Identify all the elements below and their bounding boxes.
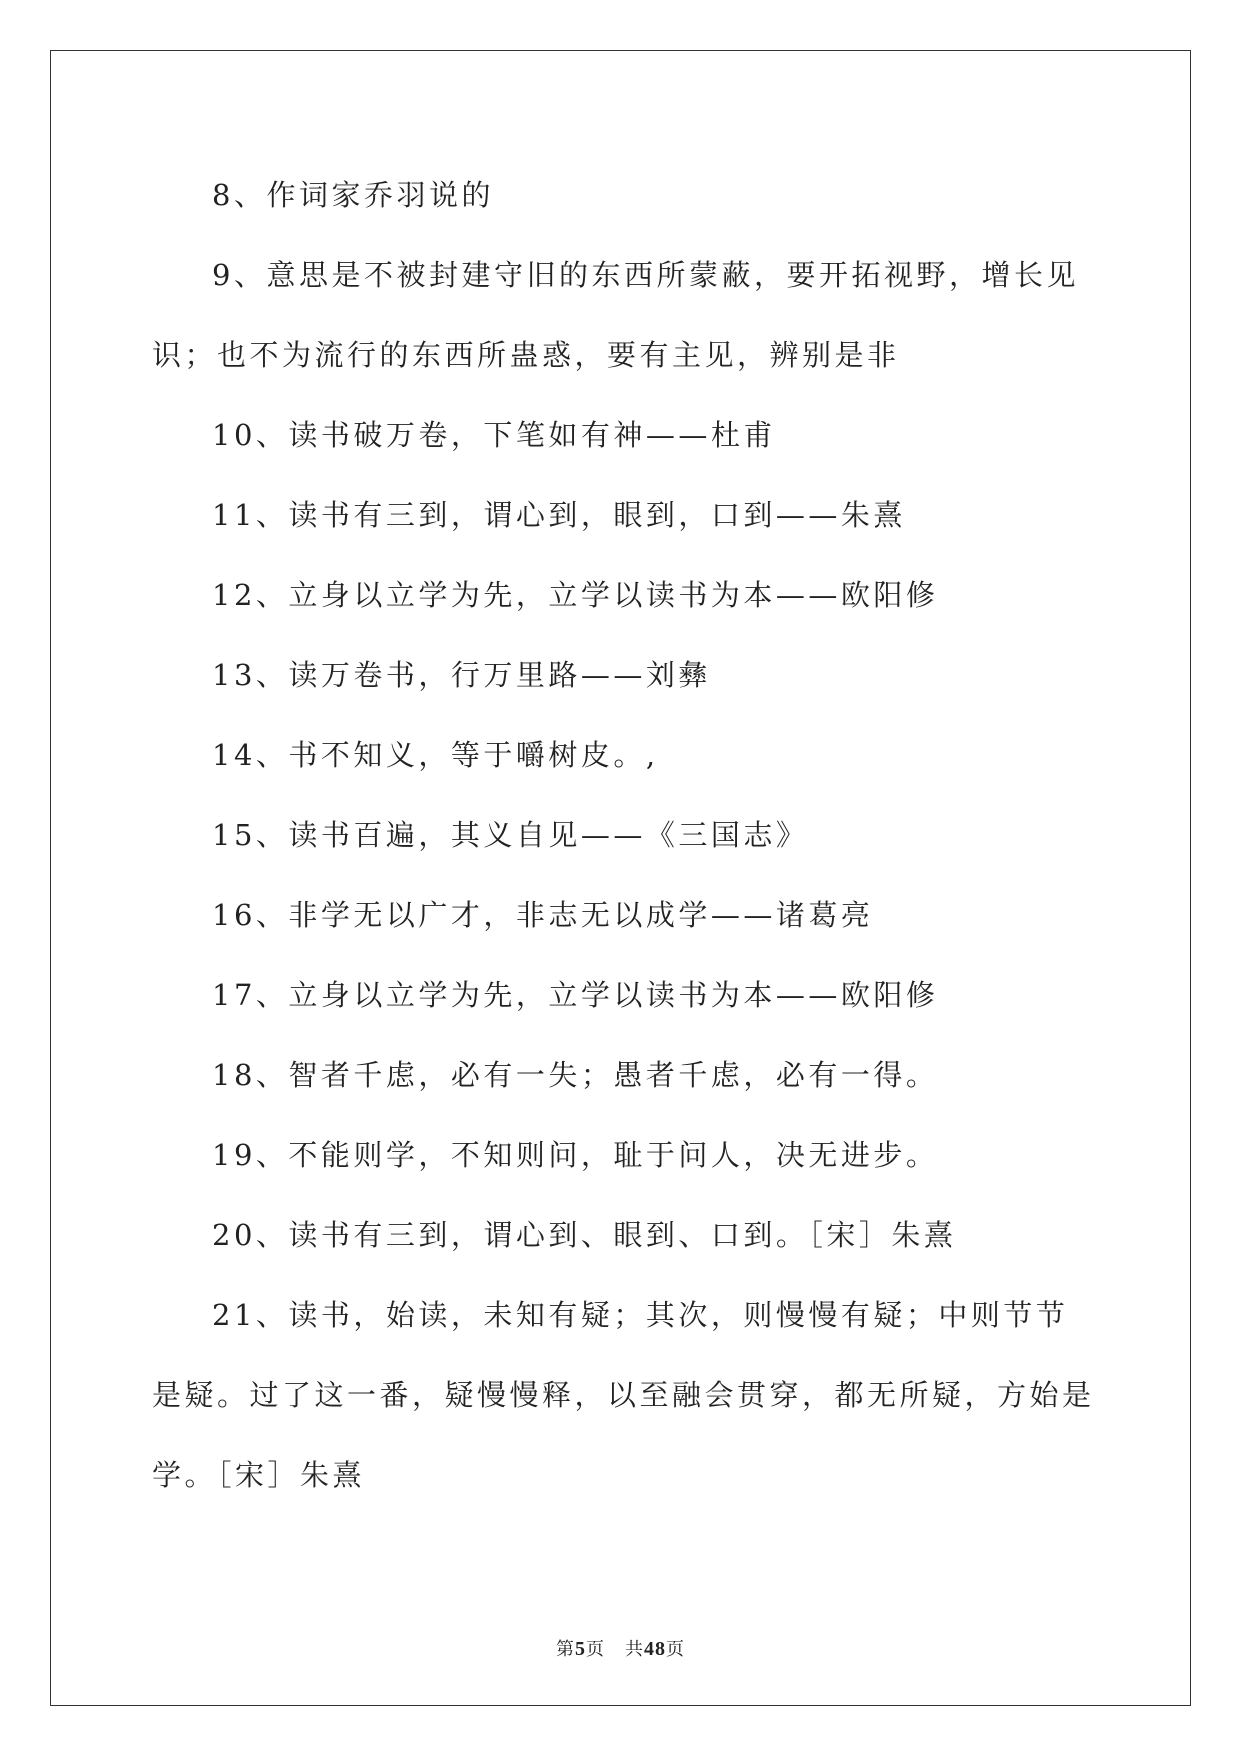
paragraph-17: 17、立身以立学为先，立学以读书为本——欧阳修 bbox=[212, 978, 939, 1012]
footer-page-number: 5 bbox=[575, 1638, 586, 1660]
paragraph-8: 8、作词家乔羽说的 bbox=[212, 178, 494, 212]
document-body bbox=[152, 155, 1097, 1515]
paragraph-12: 12、立身以立学为先，立学以读书为本——欧阳修 bbox=[212, 578, 939, 612]
paragraph-16: 16、非学无以广才，非志无以成学——诸葛亮 bbox=[212, 898, 874, 932]
footer-total-suffix: 页 bbox=[666, 1639, 685, 1660]
paragraph-11: 11、读书有三到，谓心到，眼到，口到——朱熹 bbox=[212, 498, 906, 532]
footer-total-pages: 48 bbox=[644, 1638, 666, 1660]
footer-page-suffix: 页 bbox=[586, 1639, 605, 1660]
paragraph-9: 9、意思是不被封建守旧的东西所蒙蔽，要开拓视野，增长见识；也不为流行的东西所蛊惑，要有主见，辨别是非 bbox=[152, 258, 1079, 372]
paragraph-21: 21、读书，始读，未知有疑；其次，则慢慢有疑；中则节节是疑。过了这一番，疑慢慢释，以至融会贯穿，都无所疑，方始是学。［宋］朱熹 bbox=[152, 1298, 1095, 1492]
paragraph-15: 15、读书百遍，其义自见——《三国志》 bbox=[212, 818, 809, 852]
paragraph-10: 10、读书破万卷，下笔如有神——杜甫 bbox=[212, 418, 776, 452]
paragraph-13: 13、读万卷书，行万里路——刘彝 bbox=[212, 658, 711, 692]
page-footer bbox=[0, 1635, 1241, 1661]
paragraph-19: 19、不能则学，不知则问，耻于问人，决无进步。 bbox=[212, 1138, 939, 1172]
paragraph-20: 20、读书有三到，谓心到、眼到、口到。［宋］朱熹 bbox=[212, 1218, 957, 1252]
paragraph-14: 14、书不知义，等于嚼树皮。, bbox=[212, 738, 659, 772]
paragraph-18: 18、智者千虑，必有一失；愚者千虑，必有一得。 bbox=[212, 1058, 939, 1092]
footer-page-prefix: 第 bbox=[556, 1639, 575, 1660]
footer-total-prefix: 共 bbox=[625, 1639, 644, 1660]
